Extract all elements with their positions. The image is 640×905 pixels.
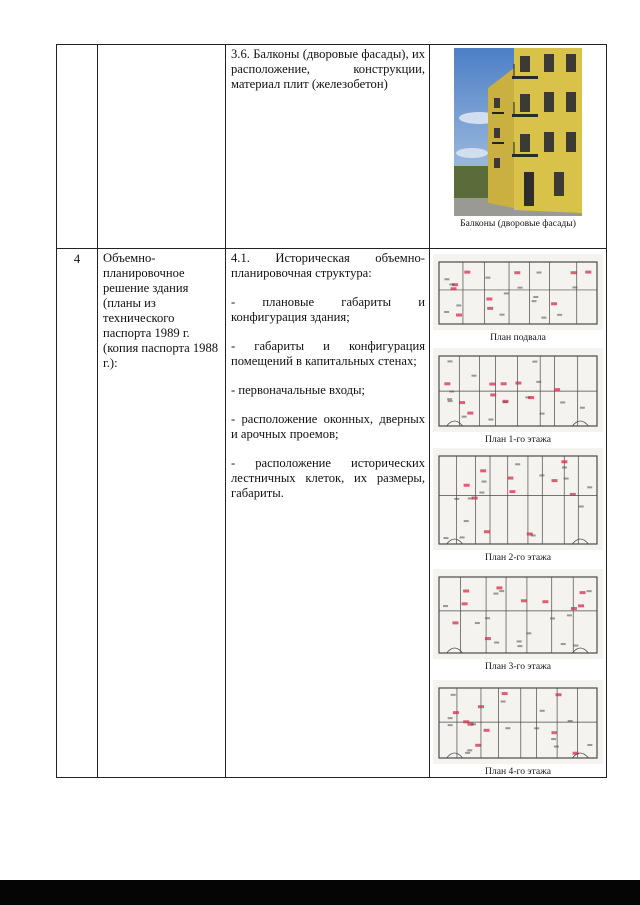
balconies-text: 3.6. Балконы (дворовые фасады), их расположение, конструкции, материал плит (железобетон) (231, 47, 425, 91)
floor-plan-drawing (433, 448, 603, 550)
photo-caption: Балконы (дворовые фасады) (460, 218, 576, 229)
floor-plan (433, 680, 603, 777)
number-cell-empty (57, 45, 98, 249)
balconies-photo (454, 48, 582, 216)
floor-plan-drawing (433, 680, 603, 764)
item-text: - габариты и конфигурация помещений в капитальных стенах; (231, 339, 425, 368)
photo-cell (430, 45, 607, 249)
scan-border (0, 880, 640, 905)
plans-cell (430, 249, 607, 778)
item-text: - расположение оконных, дверных и арочных проемов; (231, 412, 425, 441)
title-cell (98, 249, 226, 778)
item-text: - расположение исторических лестничных клеток, их размеры, габариты. (231, 456, 425, 500)
floor-plan (433, 348, 603, 445)
plan-caption: План 4-го этажа (485, 766, 551, 777)
floor-plan-drawing (433, 569, 603, 659)
title-cell-empty (98, 45, 226, 249)
table-row (57, 45, 607, 249)
description-cell (226, 45, 430, 249)
number-cell (57, 249, 98, 778)
row-number: 4 (73, 252, 81, 266)
item-text: 4.1. Историческая объемно-планировочная структура: (231, 251, 425, 280)
item-text: - первоначальные входы; (231, 383, 366, 397)
plan-caption: План 1-го этажа (485, 434, 551, 445)
table-row (57, 249, 607, 778)
floor-plan-drawing (433, 348, 603, 432)
plan-caption: План подвала (490, 332, 546, 343)
floor-plan (433, 448, 603, 563)
item-text: - плановые габариты и конфигурация здания; (231, 295, 425, 324)
description-cell (226, 249, 430, 778)
plan-caption: План 3-го этажа (485, 661, 551, 672)
floor-plan-drawing (433, 254, 603, 330)
passport-table (56, 44, 607, 778)
section-title: Объемно-планировочное решение здания (планы из технического паспорта 1989 г. (копия паспорта 1988 г.): (103, 251, 219, 370)
plan-caption: План 2-го этажа (485, 552, 551, 563)
floor-plan (433, 254, 603, 343)
floor-plan (433, 569, 603, 672)
